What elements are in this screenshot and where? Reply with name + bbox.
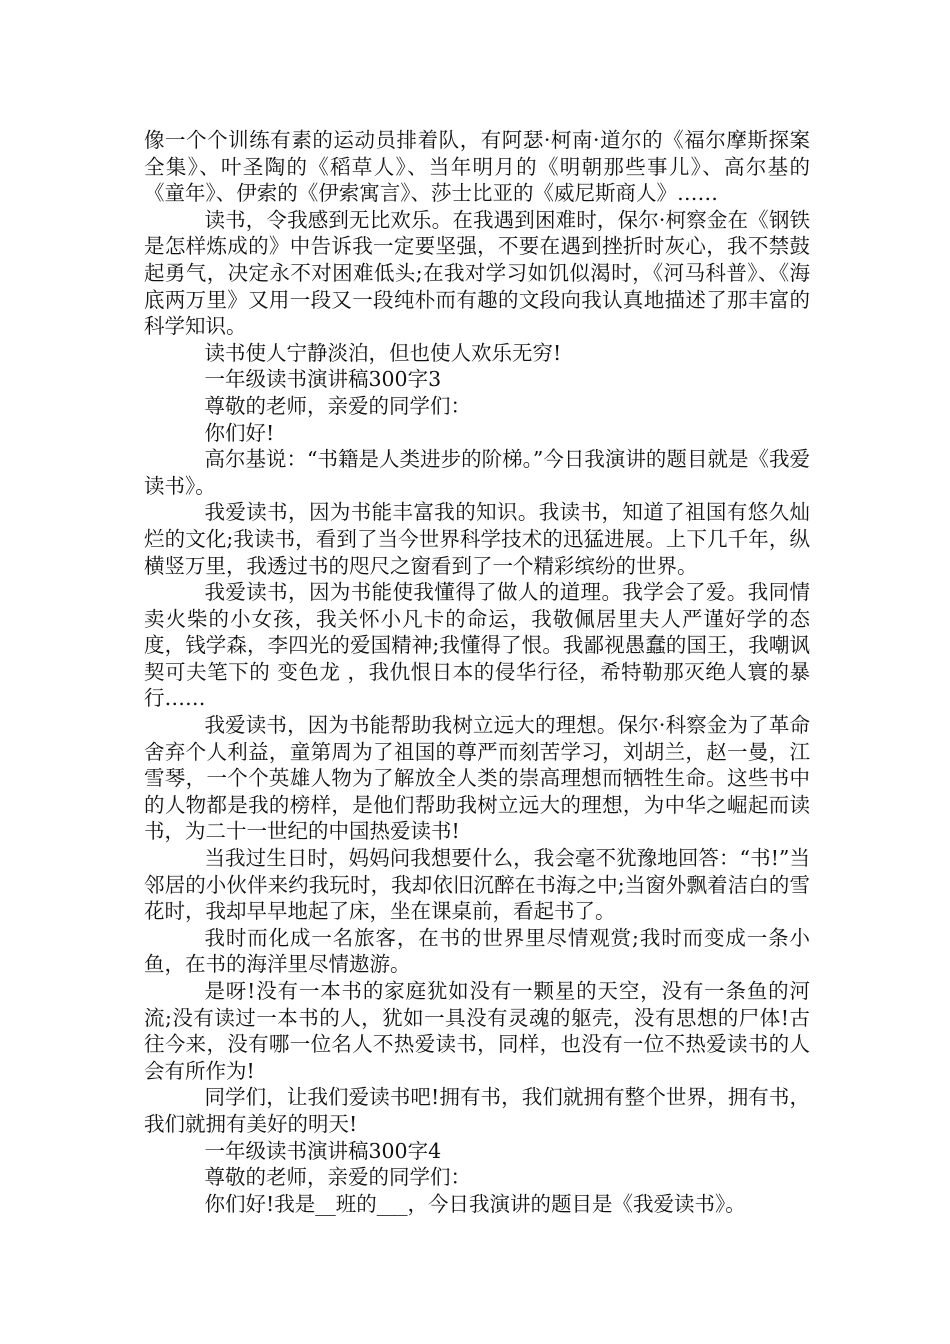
paragraph: 读书使人宁静淡泊，但也使人欢乐无穷! xyxy=(204,340,562,365)
paragraph: 是呀!没有一本书的家庭犹如没有一颗星的天空，没有一条鱼的河流;没有读过一本书的人，犹如一具没有灵魂的躯壳，没有思想的尸体!古往今来，没有哪一位名人不热爱读书，同样，也没有一位不热爱读书的人会有所作为! xyxy=(144,979,810,1083)
paragraph: 高尔基说：“书籍是人类进步的阶梯。”今日我演讲的题目就是《我爱读书》。 xyxy=(144,447,810,498)
paragraph: 读书，令我感到无比欢乐。在我遇到困难时，保尔·柯察金在《钢铁是怎样炼成的》中告诉我一定要坚强，不要在遇到挫折时灰心，我不禁鼓起勇气，决定永不对困难低头;在我对学习如饥似渴时，《河马科普》、《海底两万里》又用一段又一段纯朴而有趣的文段向我认真地描述了那丰富的科学知识。 xyxy=(144,207,810,339)
paragraph: 我爱读书，因为书能帮助我树立远大的理想。保尔·科察金为了革命舍弃个人利益，童第周为了祖国的尊严而刻苦学习，刘胡兰，赵一曼，江雪琴，一个个英雄人物为了解放全人类的崇高理想而牺牲生命。这些书中的人物都是我的榜样，是他们帮助我树立远大的理想，为中华之崛起而读书，为二十一世纪的中国热爱读书! xyxy=(144,713,810,844)
paragraph: 你们好!我是__班的___，今日我演讲的题目是《我爱读书》。 xyxy=(204,1191,746,1216)
salutation: 尊敬的老师，亲爱的同学们： xyxy=(204,393,471,418)
paragraph: 我爱读书，因为书能丰富我的知识。我读书，知道了祖国有悠久灿烂的文化;我读书，看到了当今世界科学技术的迅猛进展。上下几千年，纵横竖万里，我透过书的咫尺之窗看到了一个精彩缤纷的世界。 xyxy=(144,500,810,578)
document-body xyxy=(144,127,810,1217)
paragraph: 像一个个训练有素的运动员排着队，有阿瑟·柯南·道尔的《福尔摩斯探案全集》、叶圣陶的《稻草人》、当年明月的《明朝那些事儿》、高尔基的《童年》、伊索的《伊索寓言》、莎士比亚的《威尼斯商人》…… xyxy=(144,128,810,206)
paragraph: 同学们，让我们爱读书吧!拥有书，我们就拥有整个世界，拥有书，我们就拥有美好的明天! xyxy=(144,1085,810,1136)
paragraph: 我时而化成一名旅客，在书的世界里尽情观赏;我时而变成一条小鱼，在书的海洋里尽情遨游。 xyxy=(144,925,810,977)
section-heading: 一年级读书演讲稿300字4 xyxy=(204,1138,442,1163)
greeting: 你们好! xyxy=(204,420,275,445)
salutation: 尊敬的老师，亲爱的同学们： xyxy=(204,1165,471,1190)
paragraph: 当我过生日时，妈妈问我想要什么，我会毫不犹豫地回答：“书!”当邻居的小伙伴来约我玩时，我却依旧沉醉在书海之中;当窗外飘着洁白的雪花时，我却早早地起了床，坐在课桌前，看起书了。 xyxy=(144,846,810,924)
paragraph: 我爱读书，因为书能使我懂得了做人的道理。我学会了爱。我同情卖火柴的小女孩，我关怀小凡卡的命运，我敬佩居里夫人严谨好学的态度，钱学森，李四光的爱国精神;我懂得了恨。我鄙视愚蠢的国王，我嘲讽契可夫笔下的 变色龙 ，我仇恨日本的侵华行径，希特勒那灭绝人寰的暴行…… xyxy=(144,580,810,711)
section-heading: 一年级读书演讲稿300字3 xyxy=(204,367,442,392)
